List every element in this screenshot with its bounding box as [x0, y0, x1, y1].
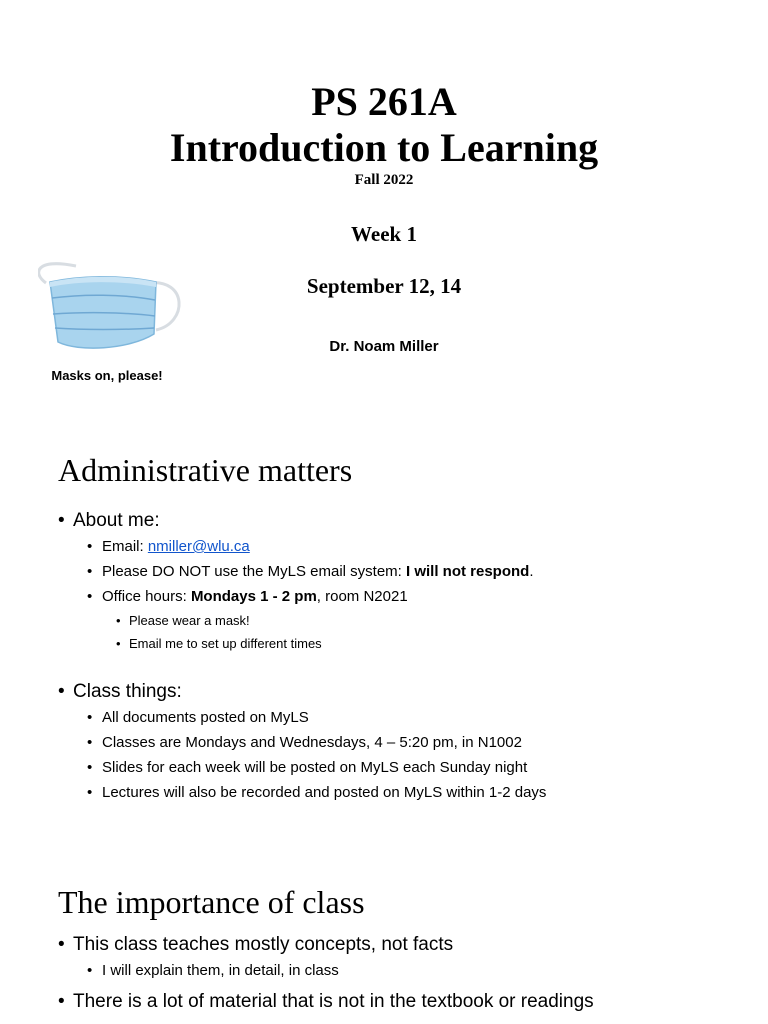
bullet-email-times: • Email me to set up different times	[116, 632, 738, 655]
office-time: Mondays 1 - 2 pm	[190, 588, 317, 605]
bullet-concepts: • This class teaches mostly concepts, not facts	[58, 932, 738, 958]
spacer	[58, 655, 738, 679]
course-code: PS 261A	[311, 79, 457, 124]
week-label: Week 1	[351, 222, 417, 246]
date-label: September 12, 14	[306, 274, 462, 298]
office-label: Office hours:	[102, 588, 191, 605]
course-title: Introduction to Learning	[169, 125, 599, 170]
face-mask-image	[38, 238, 188, 368]
instructor-name: Dr. Noam Miller	[329, 338, 439, 355]
bullet-explain: • I will explain them, in detail, in class	[87, 958, 738, 983]
myls-bold: I will not respond	[406, 563, 530, 580]
bullet-about-me: • About me:	[58, 508, 738, 534]
bullet-lectures: • Lectures will also be recorded and posted on MyLS within 1-2 days	[87, 780, 738, 805]
mask-caption: Masks on, please!	[51, 368, 163, 383]
myls-suffix: .	[529, 563, 534, 580]
admin-slide	[0, 440, 768, 820]
bullet-myls-email	[87, 559, 738, 584]
bullet-class-times: • Classes are Mondays and Wednesdays, 4 – 5:20 pm, in N1002	[87, 730, 738, 755]
slide-heading: The importance of class	[58, 884, 365, 920]
myls-text: Please DO NOT use the MyLS email system:	[102, 563, 406, 580]
office-room: , room N2021	[316, 588, 408, 605]
bullet-documents: • All documents posted on MyLS	[87, 705, 738, 730]
email-label: Email:	[102, 538, 148, 555]
bullet-class-things: • Class things:	[58, 679, 738, 705]
bullet-email	[87, 534, 738, 559]
importance-slide	[0, 880, 768, 1024]
slide-heading: Administrative matters	[58, 452, 353, 488]
bullet-wear-mask: • Please wear a mask!	[116, 609, 738, 632]
bullet-material: • There is a lot of material that is not in the textbook or readings	[58, 989, 738, 1015]
term-label: Fall 2022	[354, 172, 414, 188]
email-link[interactable]: nmiller@wlu.ca	[147, 538, 250, 555]
bullet-office-hours	[87, 584, 738, 609]
importance-bullet-list	[58, 932, 738, 1015]
admin-bullet-list	[58, 508, 738, 805]
bullet-slides: • Slides for each week will be posted on MyLS each Sunday night	[87, 755, 738, 780]
title-slide	[0, 0, 768, 420]
